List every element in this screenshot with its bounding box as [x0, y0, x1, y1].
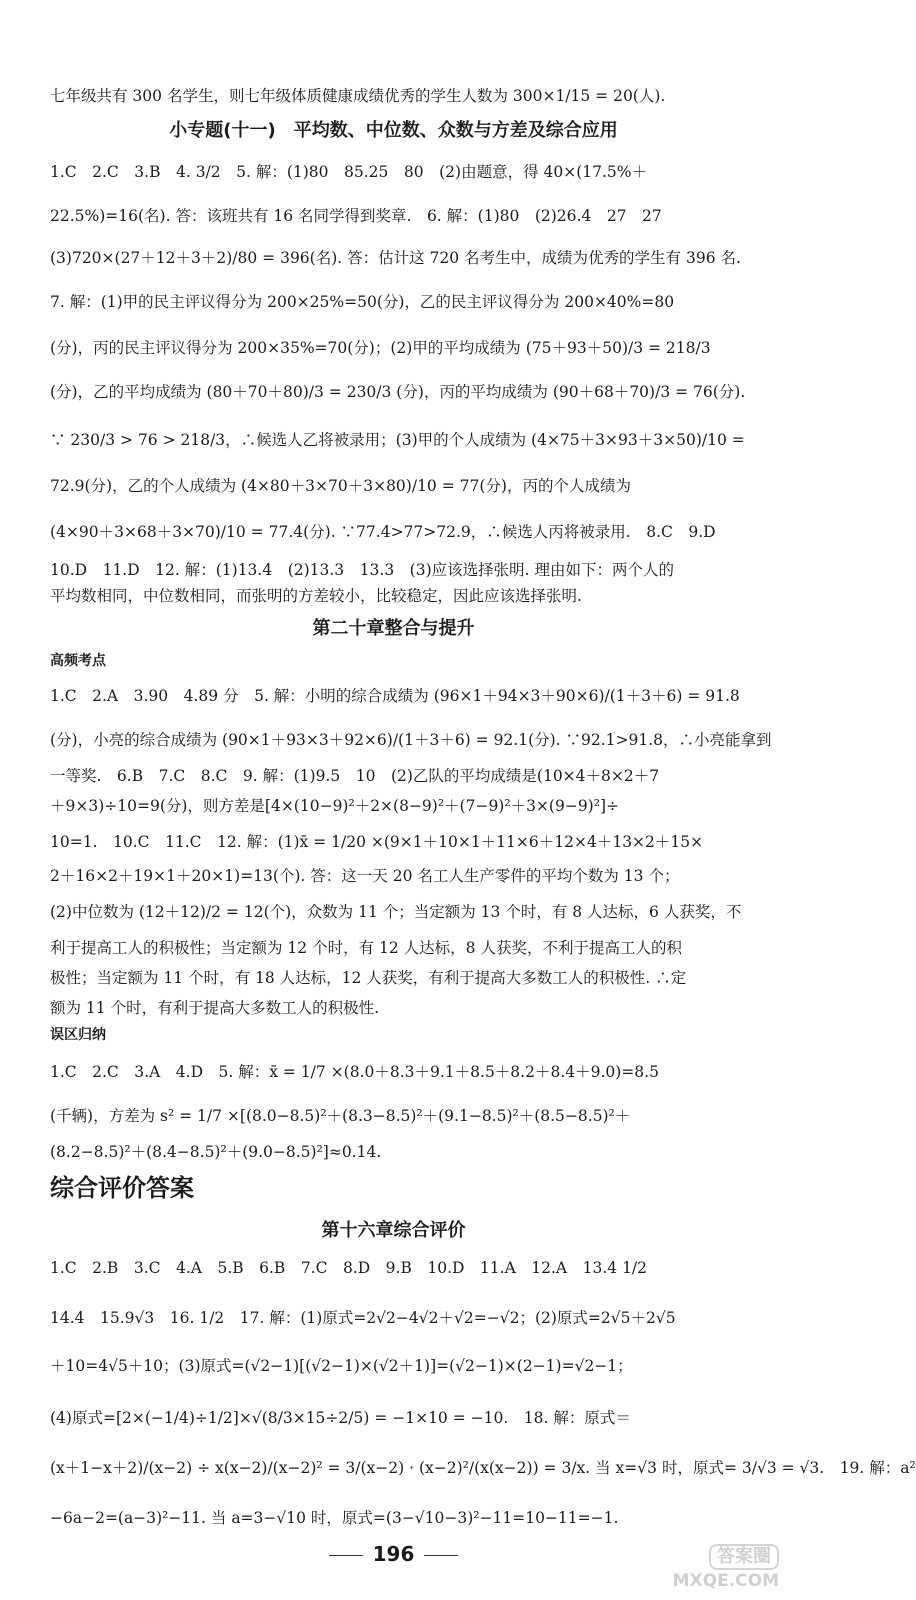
text-line: 72.9(分)，乙的个人成绩为 (4×80＋3×70＋3×80)/10 = 77(分)，丙的个人成绩为 — [50, 477, 631, 495]
watermark-url: MXQE.COM — [672, 1571, 779, 1591]
text-line: 1.C 2.B 3.C 4.A 5.B 6.B 7.C 8.D 9.B 10.D 11.A 12.A 13.4 1/2 — [50, 1259, 648, 1277]
text-line: 7. 解：(1)甲的民主评议得分为 200×25%=50(分)，乙的民主评议得分为 200×40%=80 — [50, 293, 675, 311]
text-line: 10=1. 10.C 11.C 12. 解：(1)x̄ = 1/20 ×(9×1＋10×1＋11×6＋12×4＋13×2＋15× — [50, 833, 704, 851]
text-line: (4×90＋3×68＋3×70)/10 = 77.4(分). ∵77.4>77>72.9，∴候选人丙将被录用. 8.C 9.D — [50, 523, 716, 541]
text-line: (2)中位数为 (12＋12)/2 = 12(个)，众数为 11 个；当定额为 13 个时，有 8 人达标，6 人获奖，不 — [50, 903, 742, 921]
text-line: (分)，乙的平均成绩为 (80＋70＋80)/3 = 230/3 (分)，丙的平均成绩为 (90＋68＋70)/3 = 76(分). — [50, 383, 746, 401]
text-line: 22.5%)=16(名). 答：该班共有 16 名同学得到奖章. 6. 解：(1)80 (2)26.4 27 27 — [50, 207, 662, 225]
watermark-logo — [629, 1544, 779, 1590]
text-line: (千辆)，方差为 s² = 1/7 ×[(8.0−8.5)²＋(8.3−8.5)²＋(9.1−8.5)²＋(8.5−8.5)²＋ — [50, 1107, 631, 1125]
text-line: 平均数相同，中位数相同，而张明的方差较小，比较稳定，因此应该选择张明. — [50, 587, 582, 605]
text-line: 2＋16×2＋19×1＋20×1)=13(个). 答：这一天 20 名工人生产零件的平均个数为 13 个； — [50, 867, 680, 885]
text-line: ＋10=4√5＋10；(3)原式=(√2−1)[(√2−1)×(√2＋1)]=(√2−1)×(2−1)=√2−1； — [50, 1357, 633, 1375]
text-line: (4)原式=[2×(−1/4)÷1/2]×√(8/3×15÷2/5) = −1×10 = −10. 18. 解：原式＝ — [50, 1409, 631, 1427]
page-number-dash-left — [329, 1555, 363, 1556]
text-line: (x＋1−x＋2)/(x−2) ÷ x(x−2)/(x−2)² = 3/(x−2) · (x−2)²/(x(x−2)) = 3/x. 当 x=√3 时，原式= 3/√3 = √3. 19. 解：a² — [50, 1459, 916, 1477]
text-line: (分)，丙的民主评议得分为 200×35%=70(分)；(2)甲的平均成绩为 (75＋93＋50)/3 = 218/3 — [50, 339, 711, 357]
text-line: 1.C 2.A 3.90 4.89 分 5. 解：小明的综合成绩为 (96×1＋94×3＋90×6)/(1＋3＋6) = 91.8 — [50, 687, 740, 705]
section-title-answers: 综合评价答案 — [50, 1174, 194, 1202]
subheading-mistakes: 误区归纳 — [50, 1027, 106, 1043]
subheading-frequent: 高频考点 — [50, 653, 106, 669]
text-line: 额为 11 个时，有利于提高大多数工人的积极性. — [50, 999, 380, 1017]
section-title-ch20: 第二十章整合与提升 — [312, 618, 475, 639]
page-number-text: 196 — [372, 1542, 415, 1566]
text-line: 1.C 2.C 3.B 4. 3/2 5. 解：(1)80 85.25 80 (2)由题意，得 40×(17.5%＋ — [50, 163, 648, 181]
text-line: (3)720×(27＋12＋3＋2)/80 = 396(名). 答：估计这 720 名考生中，成绩为优秀的学生有 396 名. — [50, 249, 741, 267]
text-line: 一等奖. 6.B 7.C 8.C 9. 解：(1)9.5 10 (2)乙队的平均成绩是(10×4＋8×2＋7 — [50, 767, 660, 785]
text-line: 14.4 15.9√3 16. 1/2 17. 解：(1)原式=2√2−4√2＋√2=−√2；(2)原式=2√5＋2√5 — [50, 1309, 676, 1327]
text-line: 极性；当定额为 11 个时，有 18 人达标，12 人获奖，有利于提高大多数工人的积极性. ∴定 — [50, 969, 687, 987]
text-line: −6a−2=(a−3)²−11. 当 a=3−√10 时，原式=(3−√10−3)²−11=10−11=−1. — [50, 1509, 619, 1527]
section-title-topic11: 小专题(十一) 平均数、中位数、众数与方差及综合应用 — [169, 120, 618, 141]
text-line: (8.2−8.5)²＋(8.4−8.5)²＋(9.0−8.5)²]≈0.14. — [50, 1143, 382, 1161]
text-line: 利于提高工人的积极性；当定额为 12 个时，有 12 人达标，8 人获奖，不利于提高工人的积 — [50, 939, 682, 957]
text-line: ＋9×3)÷10=9(分)，则方差是[4×(10−9)²＋2×(8−9)²＋(7−9)²＋3×(9−9)²]÷ — [50, 797, 619, 815]
section-title-ch16: 第十六章综合评价 — [321, 1220, 466, 1241]
page-number-dash-right — [424, 1555, 458, 1556]
watermark-badge: 答案圈 — [709, 1544, 779, 1570]
text-line: ∵ 230/3 > 76 > 218/3，∴候选人乙将被录用；(3)甲的个人成绩为 (4×75＋3×93＋3×50)/10 = — [50, 431, 745, 449]
text-line: 1.C 2.C 3.A 4.D 5. 解：x̄ = 1/7 ×(8.0＋8.3＋9.1＋8.5＋8.2＋8.4＋9.0)=8.5 — [50, 1063, 659, 1081]
text-line: (分)，小亮的综合成绩为 (90×1＋93×3＋92×6)/(1＋3＋6) = 92.1(分). ∵92.1>91.8，∴小亮能拿到 — [50, 731, 772, 749]
text-line: 七年级共有 300 名学生，则七年级体质健康成绩优秀的学生人数为 300×1/15 = 20(人). — [50, 87, 666, 105]
text-line: 10.D 11.D 12. 解：(1)13.4 (2)13.3 13.3 (3)应该选择张明. 理由如下：两个人的 — [50, 561, 674, 579]
